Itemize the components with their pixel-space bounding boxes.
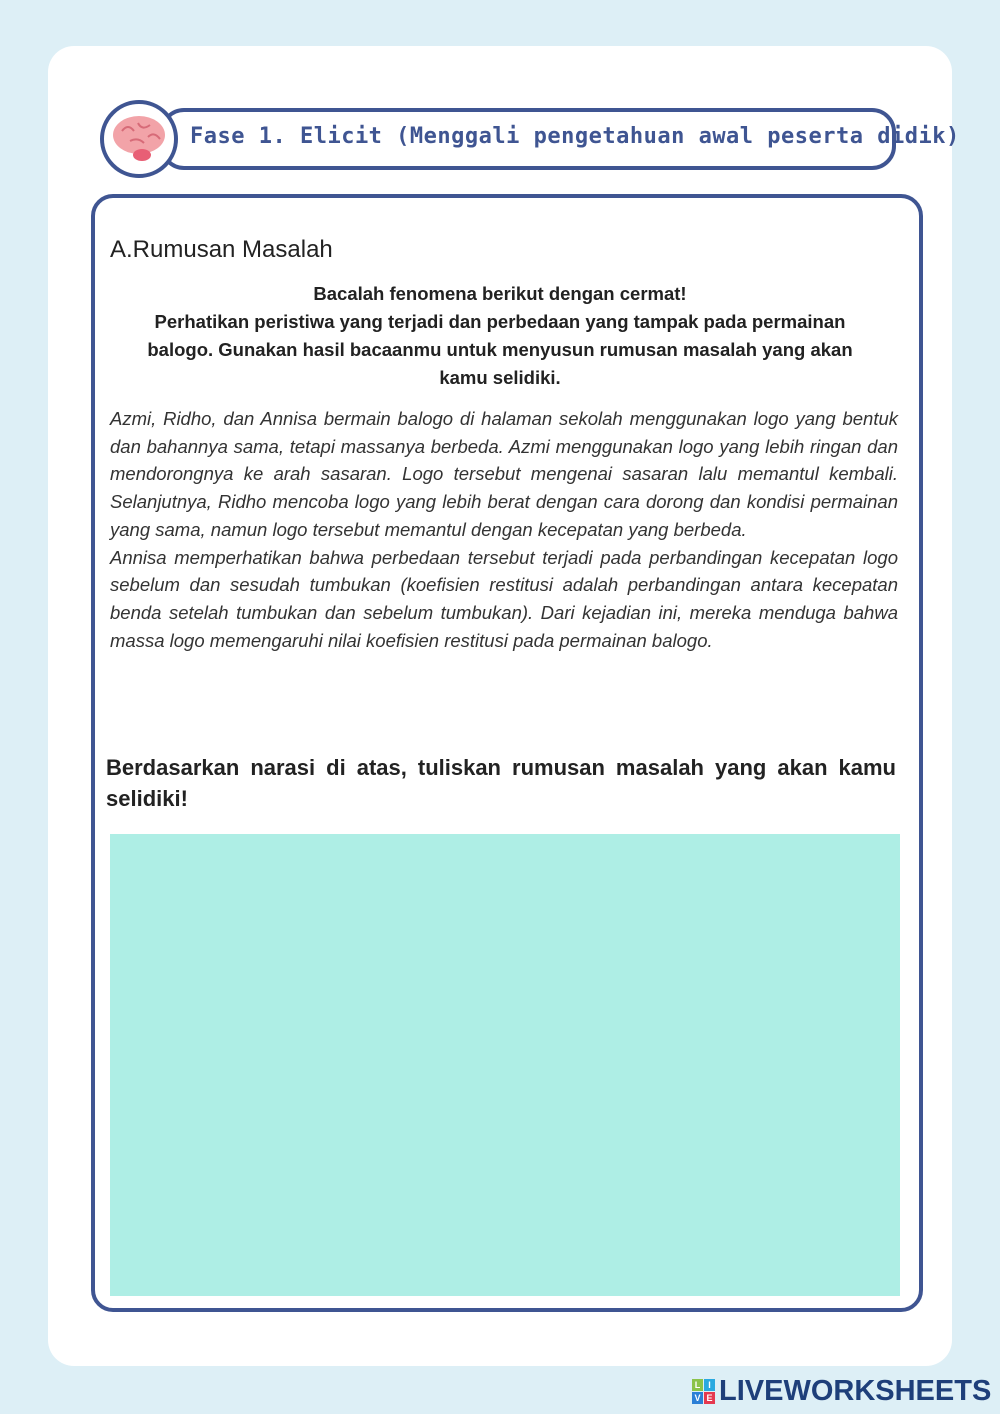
badge-letter: V — [692, 1392, 703, 1404]
phase-title: Fase 1. Elicit (Menggali pengetahuan awal peserta didik) — [190, 124, 960, 149]
question-prompt: Berdasarkan narasi di atas, tuliskan rumusan masalah yang akan kamu selidiki! — [106, 755, 896, 811]
story-text — [110, 405, 898, 654]
instructions — [130, 280, 870, 392]
badge-letter: E — [704, 1392, 715, 1404]
logo-text: LIVEWORKSHEETS — [719, 1375, 992, 1407]
instruction-line: Perhatikan peristiwa yang terjadi dan perbedaan yang tampak pada permainan balogo. Gunakan hasil bacaanmu untuk menyusun rumusan masalah yang akan kamu selidiki. — [147, 311, 853, 388]
liveworksheets-logo — [692, 1375, 991, 1408]
answer-input[interactable] — [110, 834, 900, 1296]
story-paragraph: Annisa memperhatikan bahwa perbedaan tersebut terjadi pada perbandingan kecepatan logo sebelum dan sesudah tumbukan (koefisien restitusi adalah perbandingan antara kecepatan benda setelah tumbukan dan sebelum tumbukan). Dari kejadian ini, mereka menduga bahwa massa logo memengaruhi nilai koefisien restitusi pada permainan balogo. — [110, 546, 898, 651]
live-badge-icon — [692, 1379, 715, 1404]
badge-letter: I — [704, 1379, 715, 1391]
instruction-line: Bacalah fenomena berikut dengan cermat! — [313, 283, 687, 304]
badge-letter: L — [692, 1379, 703, 1391]
story-paragraph: Azmi, Ridho, dan Annisa bermain balogo di halaman sekolah menggunakan logo yang bentuk dan bahannya sama, tetapi massanya berbeda. Azmi menggunakan logo yang lebih ringan dan mendorongnya ke arah sasaran. Logo tersebut mengenai sasaran lalu memantul kembali. Selanjutnya, Ridho mencoba logo yang lebih berat dengan cara dorong dan kondisi permainan yang sama, namun logo tersebut memantul dengan kecepatan yang berbeda. — [110, 408, 898, 540]
brain-icon — [100, 100, 178, 178]
section-title: A.Rumusan Masalah — [110, 236, 333, 263]
